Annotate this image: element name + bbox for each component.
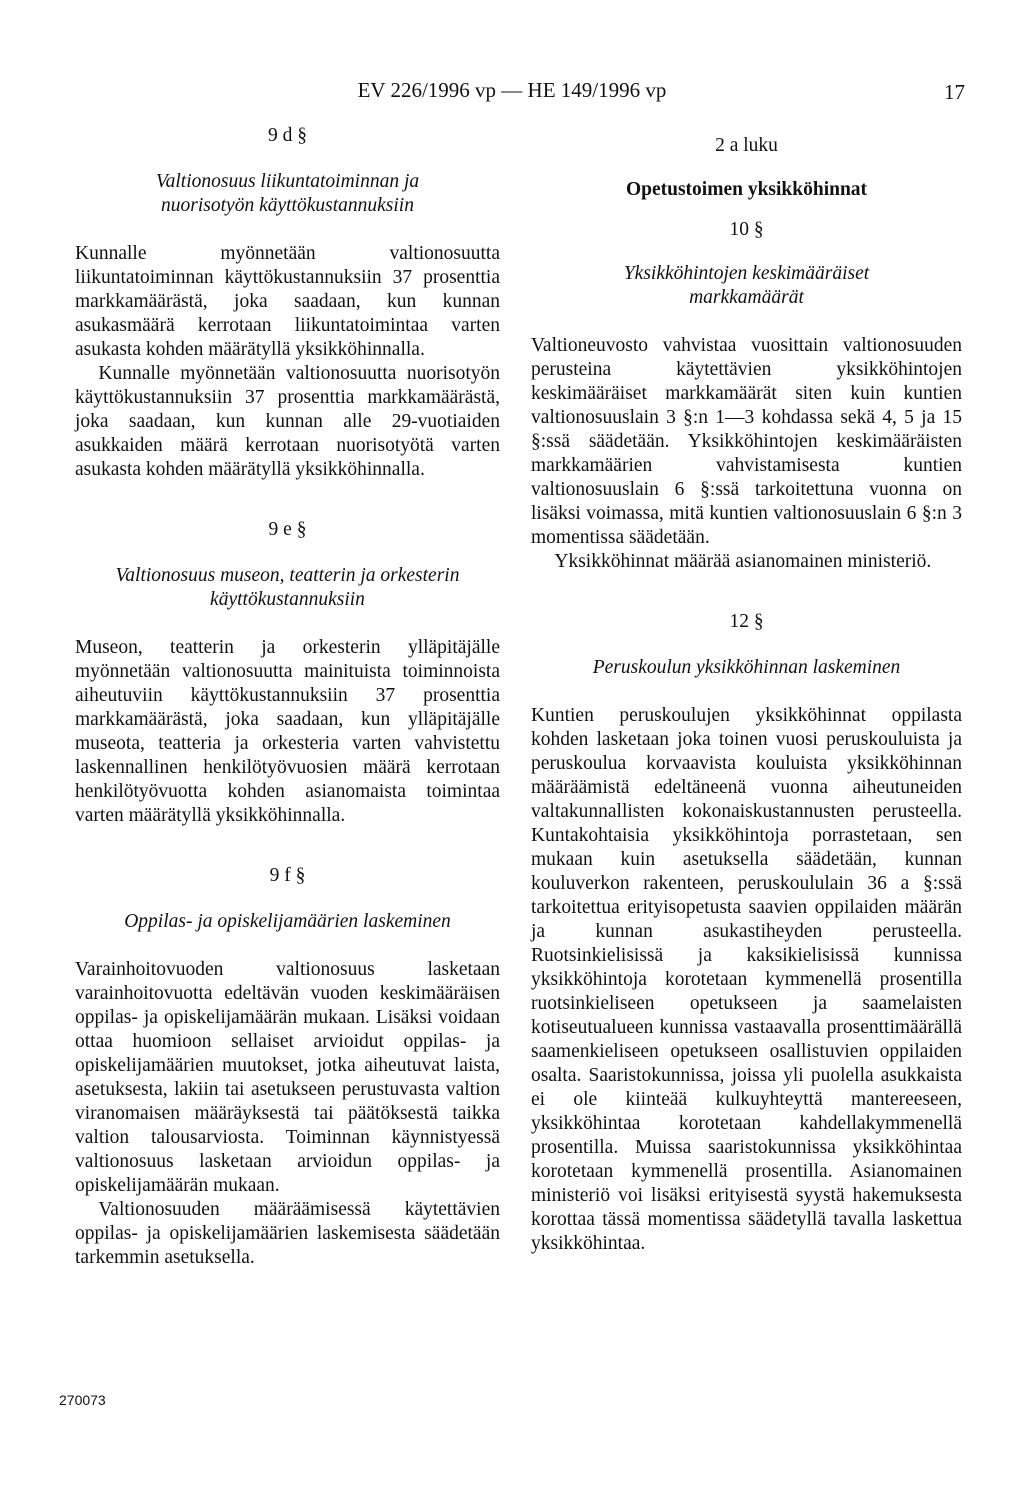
section-9d-number: 9 d § (268, 125, 307, 146)
section-10-paragraph-2: Yksikköhinnat määrää asianomainen ministeriö. (554, 551, 932, 572)
chapter-title: Opetustoimen yksikköhinnat (625, 179, 868, 200)
section-12-paragraph-1: Kuntien peruskoulujen yksikköhinnat oppilasta kohden lasketaan joka toinen vuosi peruskouluista ja peruskoulua korvaavista kouluista yksikköhinnan määräämistä edeltäneenä vuonna aiheutuneiden valtakunnallisten kokonaiskustannusten perusteella. Kuntakohtaisia yksikköhintoja porrastetaan, sen mukaan kuin asetuksella säädetään, kunnan kouluverkon rakenteen, peruskoululain 36 a §:ssä tarkoitettua erityisopetusta saavien oppilaiden määrän ja kunnan asukastiheyden perusteella. Ruotsinkielisissä ja kaksikielisissä kunnissa yksikköhintoja korotetaan kymmenellä prosentilla ruotsinkieliseen opetukseen ja saamelaisten kotiseutualueen kunnissa vastaavalla prosenttimäärällä saamenkieliseen opetukseen osallistuvien oppilaiden osalta. Saaristokunnissa, joissa yli puolella asukkaista ei ole kiinteää kulkuyhteyttä mantereeseen, yksikköhintaa korotetaan kahdellakymmenellä prosentilla. Muissa saaristokunnissa yksikköhintaa korotetaan kymmenellä prosentilla. Asianomainen ministeriö voi lisäksi erityisestä syystä hakemuksesta korottaa tässä momentissa säädetyllä tavalla laskettua yksikköhintaa. (531, 705, 962, 1254)
section-9f-paragraph-2: Valtionosuuden määräämisessä käytettävien oppilas- ja opiskelijamäärien laskemisesta säädetään tarkemmin asetuksella. (75, 1199, 500, 1268)
section-9e-title-line2: käyttökustannuksiin (210, 589, 365, 610)
section-12-title: Peruskoulun yksikköhinnan laskeminen (592, 657, 901, 678)
section-9d-title-line1: Valtionosuus liikuntatoiminnan ja (155, 171, 420, 192)
section-9e-title-line1: Valtionosuus museon, teatterin ja orkesterin (115, 565, 460, 586)
left-column (75, 120, 500, 1270)
section-9d-paragraph-2: Kunnalle myönnetään valtionosuutta nuorisotyön käyttökustannuksiin 37 prosenttia markkamäärästä, joka saadaan, kun kunnan alle 29-vuotiaiden asukkaiden määrä kerrotaan nuorisotyötä varten asukasta kohden määrätyllä yksikköhinnalla. (75, 363, 500, 480)
section-10-paragraph-1: Valtioneuvosto vahvistaa vuosittain valtionosuuden perusteina käytettävien yksikköhintojen keskimääräiset markkamäärät siten kuin kuntien valtionosuuslain 3 §:n 1—3 kohdassa sekä 4, 5 ja 15 §:ssä säädetään. Yksikköhintojen keskimääräisten markkamäärien vahvistamisesta kuntien valtionosuuslain 6 §:ssä tarkoitettuna vuonna on lisäksi voimassa, mitä kuntien valtionosuuslain 6 §:n 3 momentissa säädetään. (531, 335, 962, 548)
section-10-title-line2: markkamäärät (689, 287, 804, 308)
section-9e-paragraph-1: Museon, teatterin ja orkesterin ylläpitäjälle myönnetään valtionosuutta mainituista toiminnoista aiheutuviin käyttökustannuksiin 37 prosenttia markkamäärästä, joka saadaan, kun ylläpitäjälle museota, teatteria ja orkesteria varten vahvistettu laskennallinen henkilötyövuosien määrä kerrotaan henkilötyövuotta kohden asianomaista toimintaa varten määrätyllä yksikköhinnalla. (75, 637, 500, 826)
section-9f-number: 9 f § (269, 865, 306, 886)
section-9f-title: Oppilas- ja opiskelijamäärien laskeminen (124, 911, 451, 932)
document-code: 270073 (59, 1392, 106, 1408)
section-9e-number: 9 e § (268, 519, 307, 540)
section-9d-paragraph-1: Kunnalle myönnetään valtionosuutta liikuntatoiminnan käyttökustannuksiin 37 prosenttia markkamäärästä, joka saadaan, kun kunnan asukasmäärä kerrotaan liikuntatoimintaa varten asukasta kohden määrätyllä yksikköhinnalla. (75, 243, 500, 360)
chapter-number: 2 a luku (715, 135, 778, 156)
section-12-number: 12 § (729, 611, 764, 632)
page-number: 17 (944, 80, 965, 104)
right-column (531, 120, 962, 1256)
page-header: EV 226/1996 vp — HE 149/1996 vp (357, 78, 667, 102)
section-10-title-line1: Yksikköhintojen keskimääräiset (623, 263, 870, 284)
section-9f-paragraph-1: Varainhoitovuoden valtionosuus lasketaan varainhoitovuotta edeltävän vuoden keskimääräisen oppilas- ja opiskelijamäärän mukaan. Lisäksi voidaan ottaa huomioon sellaiset arvioidut oppilas- ja opiskelijamäärien muutokset, jotka aiheutuvat laista, asetuksesta, lakiin tai asetukseen perustuvasta valtion viranomaisen määräyksestä tai päätöksestä taikka valtion talousarviosta. Toiminnan käynnistyessä valtionosuus lasketaan arvioidun oppilas- ja opiskelijamäärän mukaan. (75, 959, 500, 1196)
section-10-number: 10 § (729, 219, 764, 240)
section-9d-title-line2: nuorisotyön käyttökustannuksiin (161, 195, 414, 216)
